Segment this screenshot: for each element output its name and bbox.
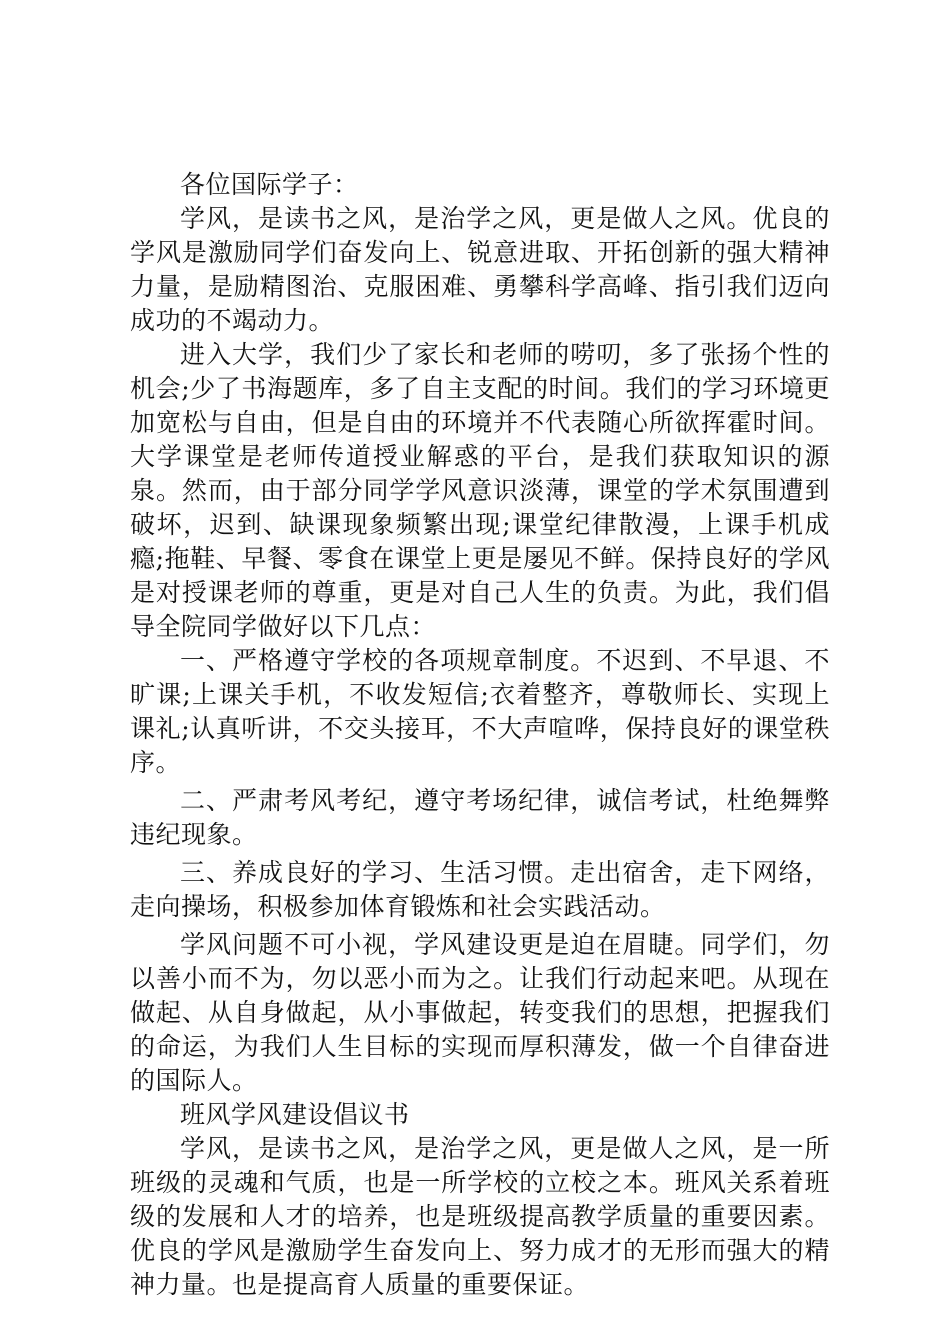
- paragraph-point-three: 三、养成良好的学习、生活习惯。走出宿舍，走下网络，走向操场，积极参加体育锻炼和社会实践活动。: [130, 858, 830, 921]
- salutation: 各位国际学子：: [180, 170, 359, 199]
- paragraph-university-life: 进入大学，我们少了家长和老师的唠叨，多了张扬个性的机会;少了书海题库，多了自主支配的时间。我们的学习环境更加宽松与自由，但是自由的环境并不代表随心所欲挥霍时间。大学课堂是老师传道授业解惑的平台，是我们获取知识的源泉。然而，由于部分同学学风意识淡薄，课堂的学术氛围遭到破坏，迟到、缺课现象频繁出现;课堂纪律散漫，上课手机成瘾;拖鞋、早餐、零食在课堂上更是屡见不鲜。保持良好的学风是对授课老师的尊重，更是对自己人生的负责。为此，我们倡导全院同学做好以下几点：: [130, 340, 830, 641]
- paragraph-class-style: 学风，是读书之风，是治学之风，更是做人之风，是一所班级的灵魂和气质，也是一所学校的立校之本。班风关系着班级的发展和人才的培养，也是班级提高教学质量的重要因素。优良的学风是激励学生奋发向上、努力成才的无形而强大的精神力量。也是提高育人质量的重要保证。: [130, 1134, 830, 1299]
- document-body: [130, 168, 830, 1302]
- section-heading: 班风学风建设倡议书: [180, 1100, 410, 1129]
- paragraph-study-style-definition: 学风，是读书之风，是治学之风，更是做人之风。优良的学风是激励同学们奋发向上、锐意进取、开拓创新的强大精神力量，是励精图治、克服困难、勇攀科学高峰、指引我们迈向成功的不竭动力。: [130, 204, 830, 335]
- paragraph-point-two: 二、严肃考风考纪，遵守考场纪律，诚信考试，杜绝舞弊违纪现象。: [130, 786, 830, 849]
- paragraph-point-one: 一、严格遵守学校的各项规章制度。不迟到、不早退、不旷课;上课关手机，不收发短信;衣着整齐，尊敬师长、实现上课礼;认真听讲，不交头接耳，不大声喧哗，保持良好的课堂秩序。: [130, 646, 830, 777]
- paragraph-call-to-action: 学风问题不可小视，学风建设更是迫在眉睫。同学们，勿以善小而不为，勿以恶小而为之。让我们行动起来吧。从现在做起、从自身做起，从小事做起，转变我们的思想，把握我们的命运，为我们人生目标的实现而厚积薄发，做一个自律奋进的国际人。: [130, 930, 830, 1095]
